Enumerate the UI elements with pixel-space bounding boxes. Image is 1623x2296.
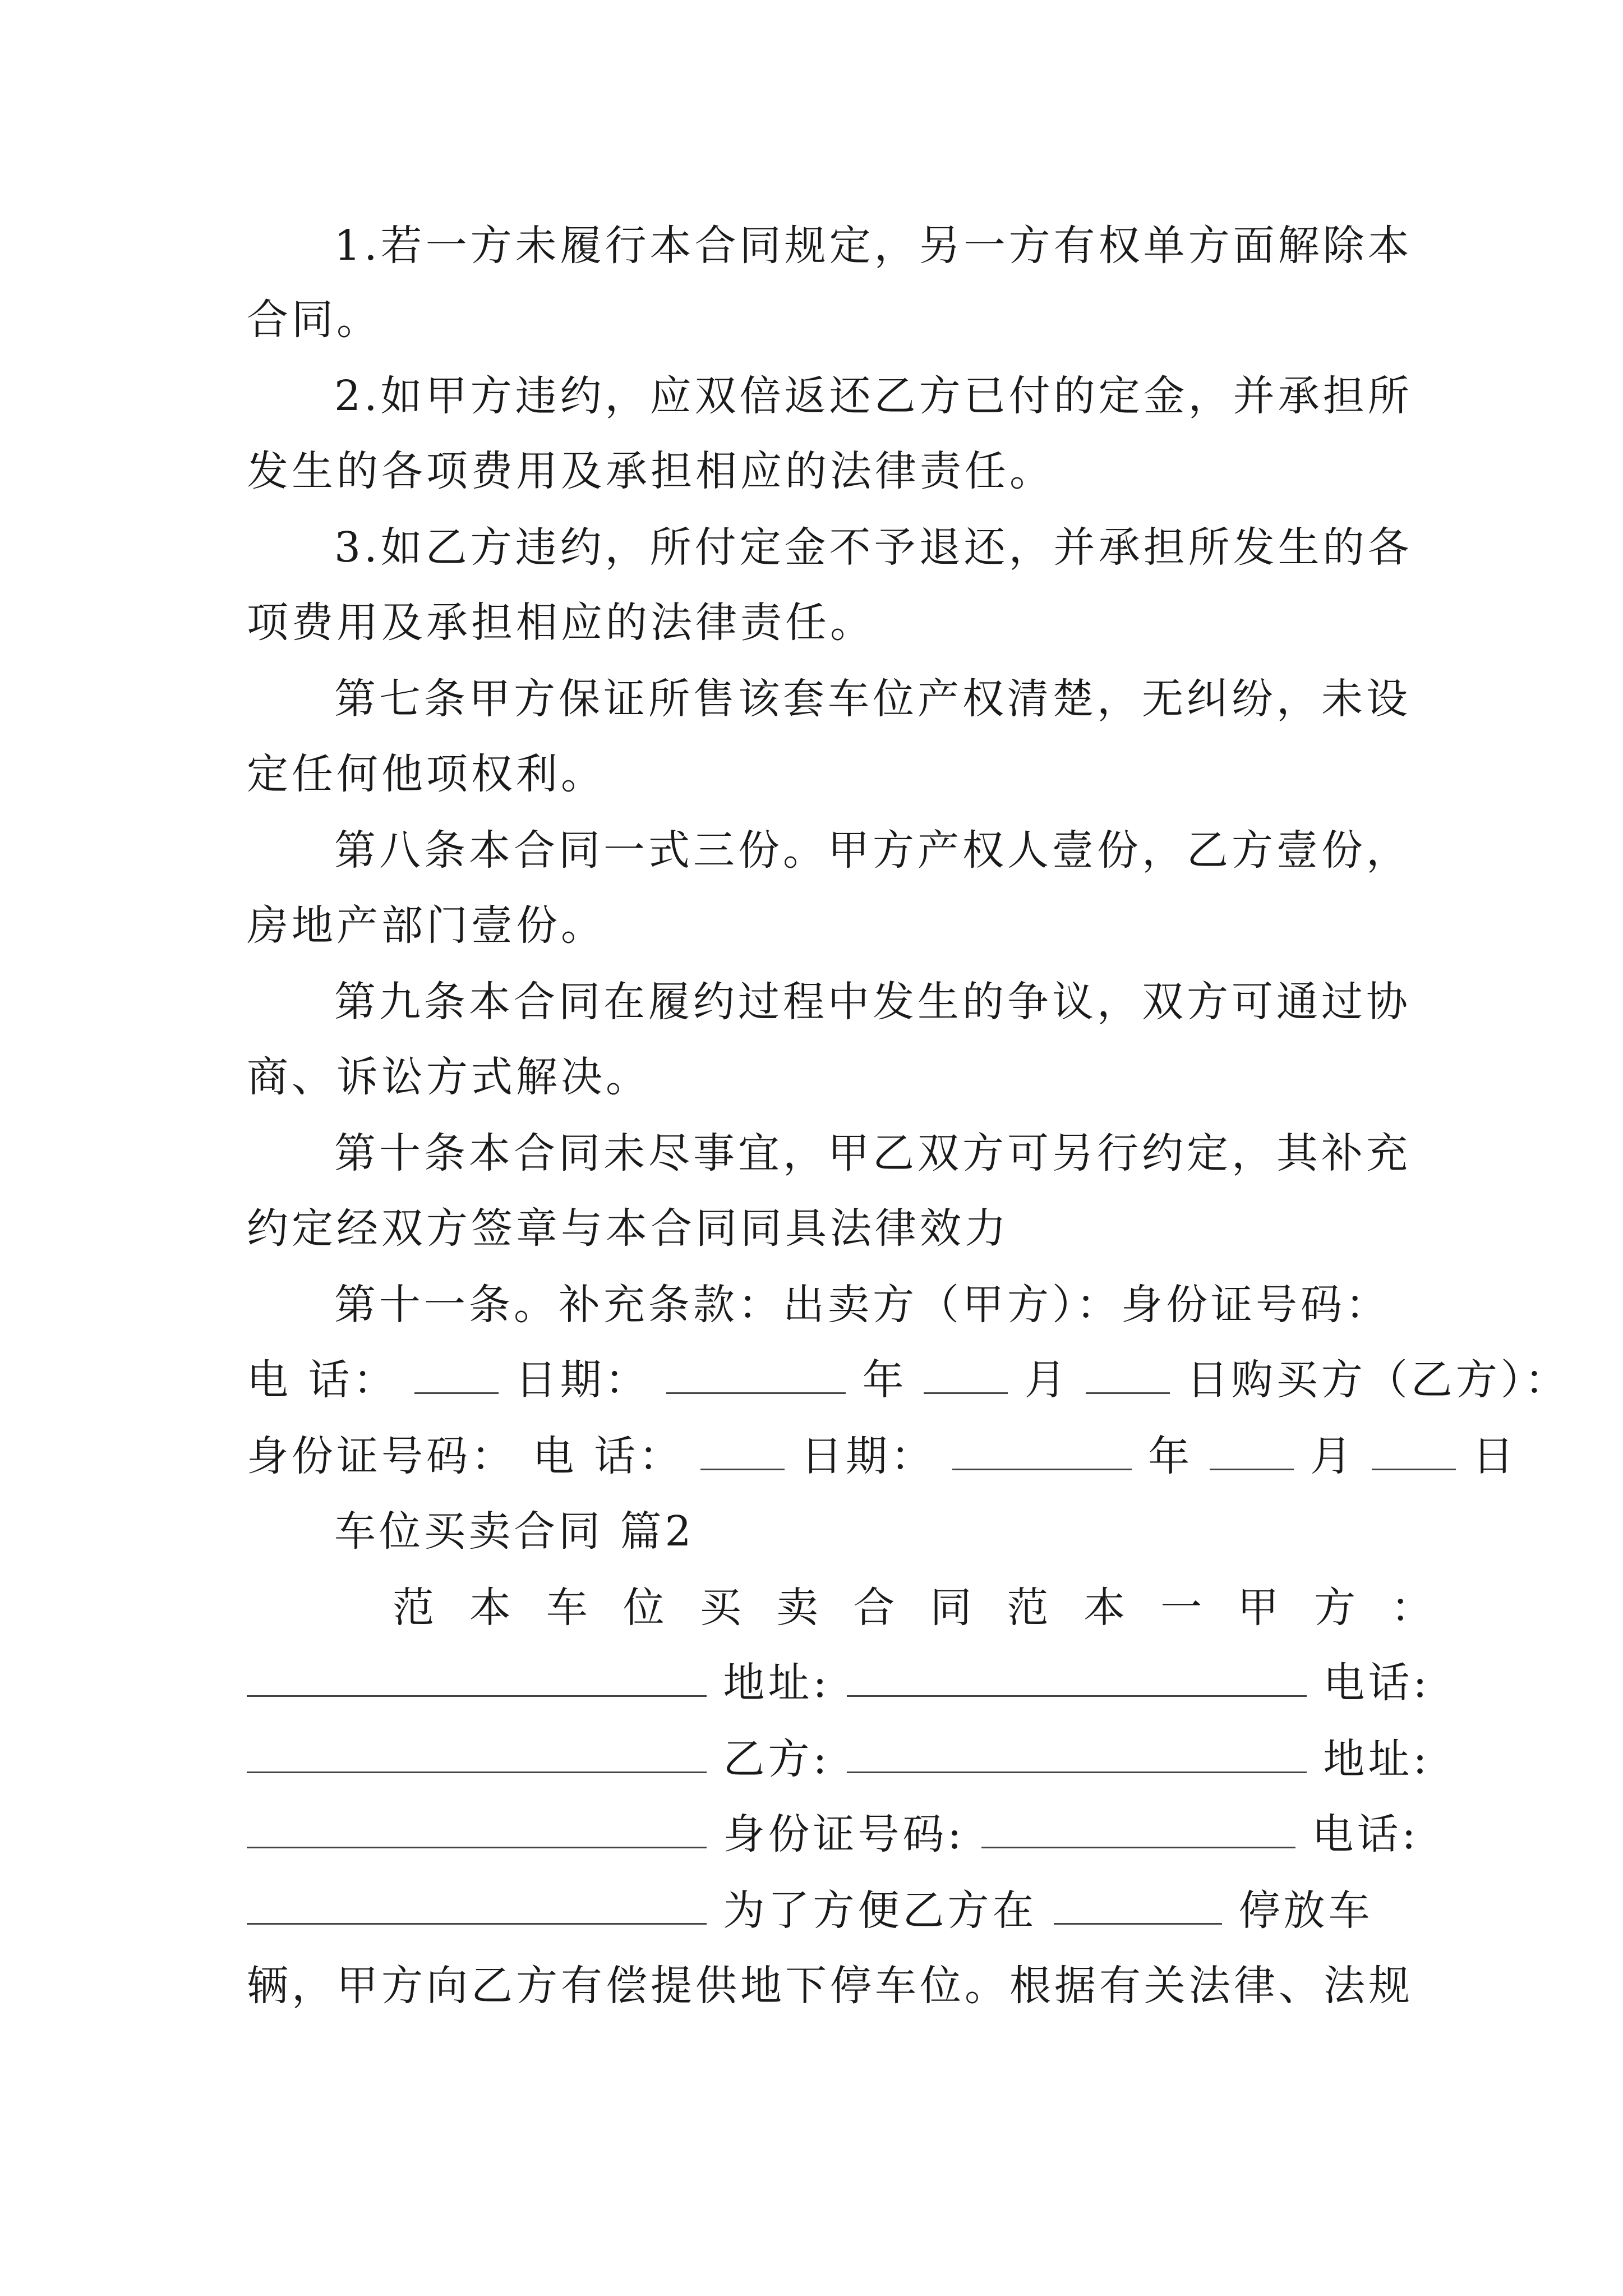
template-line-party-b <box>247 1731 1431 1787</box>
heading-char: 本 <box>469 1584 514 1632</box>
year-blank[interactable] <box>666 1355 846 1394</box>
clause-1-line-2: 合同。 <box>247 296 381 344</box>
article-9-line-1: 第九条本合同在履约过程中发生的争议，双方可通过协 <box>334 978 1411 1026</box>
heading-char: 本 <box>1083 1584 1129 1632</box>
article-11-line-1: 第十一条。补充条款：出卖方（甲方）：身份证号码： <box>334 1281 1390 1329</box>
template-line-purpose <box>247 1883 1413 1939</box>
heading-char: 卖 <box>776 1584 822 1632</box>
phone-blank-3[interactable] <box>247 1734 707 1773</box>
heading-char: 一 <box>1160 1584 1206 1632</box>
template-line-id <box>247 1806 1419 1862</box>
phone-label-4: 电话: <box>1312 1810 1419 1858</box>
day-blank-2[interactable] <box>1372 1432 1456 1470</box>
date-label-2: 日期： <box>801 1432 936 1480</box>
clause-2-line-1: 2.如甲方违约，应双倍返还乙方已付的定金，并承担所 <box>334 372 1413 420</box>
signature-form-line-1 <box>247 1352 1570 1408</box>
phone-label-3: 电话: <box>1323 1659 1431 1707</box>
year-blank-2[interactable] <box>952 1432 1132 1470</box>
clause-2-line-2: 发生的各项费用及承担相应的法律责任。 <box>247 447 1054 495</box>
id-label: 身份证号码： <box>247 1432 516 1480</box>
address-blank[interactable] <box>847 1658 1307 1697</box>
heading-char: 方 <box>1314 1584 1359 1632</box>
phone-blank[interactable] <box>414 1355 499 1394</box>
phone-blank-4[interactable] <box>247 1886 707 1925</box>
clause-3-line-1: 3.如乙方违约，所付定金不予退还，并承担所发生的各 <box>334 523 1413 572</box>
party-b-label: 乙方: <box>723 1735 831 1783</box>
heading-char: 甲 <box>1237 1584 1283 1632</box>
article-10-line-1: 第十条本合同未尽事宜，甲乙双方可另行约定，其补充 <box>334 1129 1411 1177</box>
id-blank[interactable] <box>981 1810 1295 1848</box>
article-7-line-1: 第七条甲方保证所售该套车位产权清楚，无纠纷，未设 <box>334 675 1411 723</box>
month-label: 月 <box>1024 1356 1069 1404</box>
party-b-blank[interactable] <box>847 1734 1307 1773</box>
article-8-line-1: 第八条本合同一式三份。甲方产权人壹份，乙方壹份， <box>334 826 1411 875</box>
month-label-2: 月 <box>1310 1432 1355 1480</box>
day-buyer-label: 日购买方（乙方）： <box>1186 1356 1570 1404</box>
template-heading <box>393 1580 1436 1636</box>
article-10-line-2: 约定经双方签章与本合同同具法律效力 <box>247 1204 1009 1253</box>
article-9-line-2: 商、诉讼方式解决。 <box>247 1053 651 1101</box>
party-a-blank[interactable] <box>247 1658 707 1697</box>
heading-char: ： <box>1390 1584 1436 1632</box>
day-label-2: 日 <box>1472 1432 1518 1480</box>
purpose-text-b: 停放车 <box>1238 1887 1373 1935</box>
signature-form-line-2 <box>247 1428 1518 1484</box>
heading-char: 范 <box>1007 1584 1052 1632</box>
phone-label-2: 电 话： <box>532 1432 684 1480</box>
purpose-text-a: 为了方便乙方在 <box>723 1887 1038 1935</box>
month-blank-2[interactable] <box>1210 1432 1294 1470</box>
year-label: 年 <box>862 1356 907 1404</box>
address-label-2: 地址: <box>1323 1735 1431 1783</box>
date-label: 日期： <box>515 1356 650 1404</box>
clause-3-line-2: 项费用及承担相应的法律责任。 <box>247 599 875 647</box>
phone-label: 电 话： <box>247 1356 398 1404</box>
location-blank[interactable] <box>1054 1886 1222 1925</box>
heading-char: 买 <box>699 1584 745 1632</box>
section-title: 车位买卖合同 篇2 <box>334 1507 695 1556</box>
article-7-line-2: 定任何他项权利。 <box>247 750 606 798</box>
day-blank[interactable] <box>1086 1355 1170 1394</box>
heading-char: 合 <box>853 1584 898 1632</box>
heading-char: 位 <box>623 1584 668 1632</box>
address-blank-2[interactable] <box>247 1810 707 1848</box>
heading-char: 同 <box>930 1584 975 1632</box>
template-line-last: 辆，甲方向乙方有偿提供地下停车位。根据有关法律、法规 <box>247 1962 1413 2010</box>
clause-1-line-1: 1.若一方未履行本合同规定，另一方有权单方面解除本 <box>334 222 1413 270</box>
template-line-address <box>247 1655 1431 1711</box>
month-blank[interactable] <box>924 1355 1008 1394</box>
id-label-2: 身份证号码: <box>723 1810 965 1858</box>
year-label-2: 年 <box>1148 1432 1193 1480</box>
article-8-line-2: 房地产部门壹份。 <box>247 901 606 950</box>
heading-char: 范 <box>393 1584 437 1632</box>
phone-blank-2[interactable] <box>700 1432 785 1470</box>
heading-char: 车 <box>546 1584 591 1632</box>
address-label: 地址: <box>723 1659 831 1707</box>
